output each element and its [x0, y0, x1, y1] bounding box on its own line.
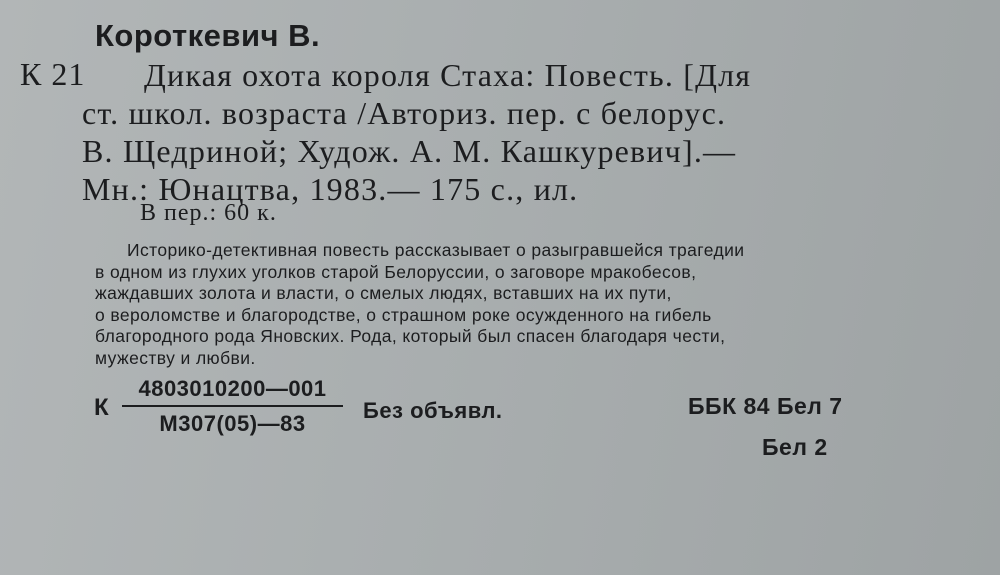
title-line: В. Щедриной; Худож. А. М. Кашкуревич].—	[82, 133, 737, 169]
bibliographic-description	[82, 56, 902, 208]
title-line: Дикая охота короля Стаха: Повесть. [Для	[144, 57, 752, 93]
catalog-code: К 21	[20, 56, 86, 92]
annotation-line: в одном из глухих уголков старой Белоруссии, о заговоре мракобесов,	[95, 261, 697, 282]
bbk-secondary-classification: Бел 2	[762, 434, 828, 460]
annotation-line: жаждавших золота и власти, о смелых людях, вставших на их пути,	[95, 283, 672, 303]
announcement-note: Без объявл.	[363, 398, 503, 423]
author-name: Короткевич В.	[95, 18, 321, 53]
index-fraction	[120, 376, 345, 437]
title-line: ст. школ. возраста /Авториз. пер. с белорус.	[82, 95, 727, 131]
title-line: Мн.: Юнацтва, 1983.— 175 с., ил.	[82, 171, 579, 207]
annotation-paragraph	[95, 240, 885, 369]
annotation-line: благородного рода Яновских. Рода, который был спасен благодаря чести,	[95, 326, 726, 346]
annotation-line: мужеству и любви.	[95, 347, 256, 368]
bbk-classification: ББК 84 Бел 7	[688, 393, 843, 419]
index-denominator: М307(05)—83	[159, 411, 306, 436]
index-numerator: 4803010200—001	[138, 376, 327, 401]
annotation-line: о вероломстве и благородстве, о страшном роке осужденного на гибель	[95, 304, 712, 325]
price-line: В пер.: 60 к.	[140, 200, 277, 226]
annotation-line: Историко-детективная повесть рассказывает о разыгравшейся трагедии	[127, 240, 745, 260]
index-letter: К	[94, 394, 109, 421]
